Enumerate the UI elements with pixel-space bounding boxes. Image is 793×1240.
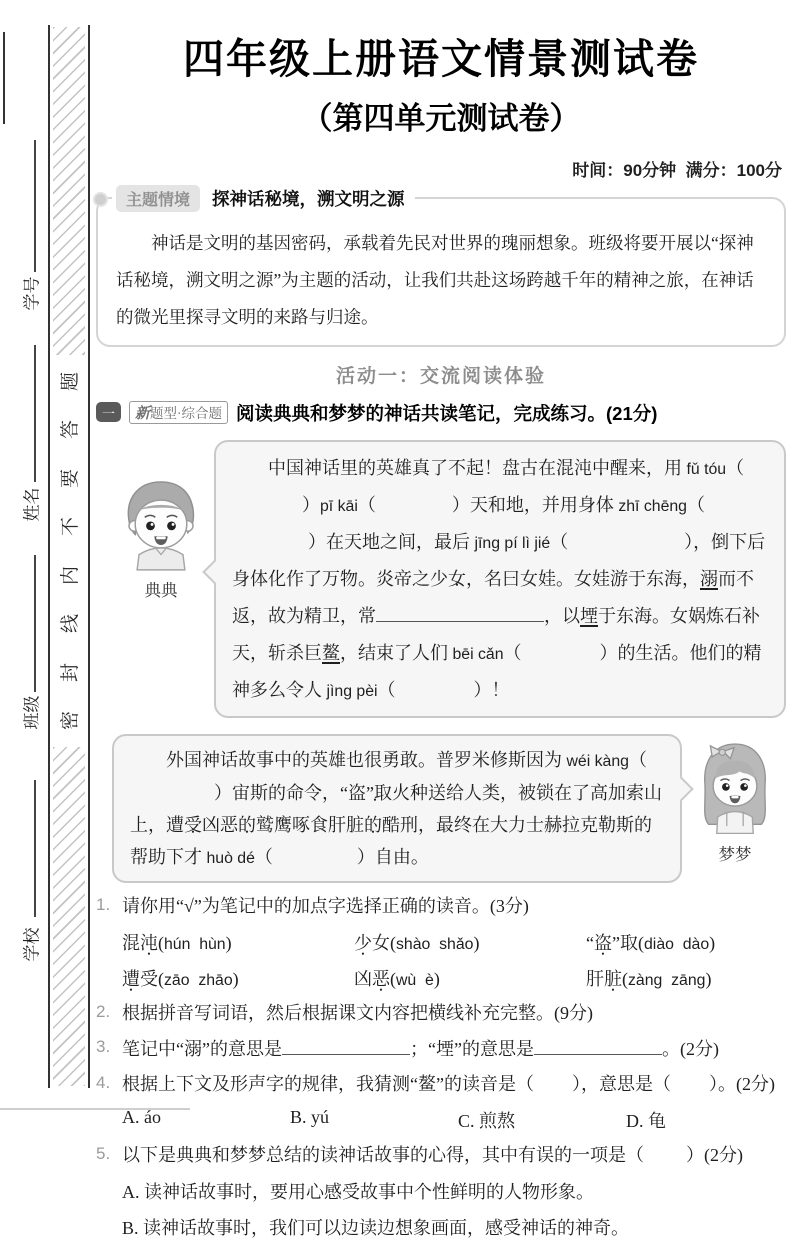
main-content — [96, 26, 786, 1240]
word-choice: 混沌(hún hùn) — [122, 933, 232, 954]
question-2-text: 根据拼音写词语，然后根据课文内容把横线补充完整。(9分) — [122, 1003, 593, 1024]
seal-char: 题 — [60, 371, 82, 391]
seal-text — [50, 357, 88, 745]
seal-char: 内 — [60, 565, 82, 585]
question-4 — [96, 1071, 786, 1097]
student-id-write-line — [34, 140, 36, 272]
speaker-name: 梦梦 — [718, 845, 752, 865]
class-label: 班级 — [22, 695, 42, 730]
bubble-tail-right — [668, 776, 693, 801]
question-4-options — [96, 1107, 786, 1133]
type-badge-prefix: 新 — [135, 406, 151, 423]
seal-char: 不 — [60, 517, 82, 537]
word-choice: 肝脏(zàng zāng) — [586, 969, 712, 990]
question-1-text: 请你用“√”为笔记中的加点字选择正确的读音。(3分) — [122, 895, 529, 916]
question-5-text: 以下是典典和梦梦总结的读神话故事的心得，其中有误的一项是（ ）(2分) — [122, 1145, 743, 1166]
note-bubble-diandian — [144, 440, 786, 718]
question-5 — [96, 1142, 786, 1168]
question-2 — [96, 1000, 786, 1026]
name-write-line — [34, 345, 36, 482]
name-label: 姓名 — [22, 487, 42, 522]
option-a: A. áo — [122, 1107, 161, 1128]
question-5-option-b: B. 读神话故事时，我们可以边读边想象画面，感受神话的神奇。 — [122, 1218, 630, 1239]
speaker-name: 典典 — [144, 581, 178, 601]
circle-anchor-icon — [93, 192, 108, 207]
seal-char: 封 — [60, 662, 82, 682]
seal-char: 线 — [60, 614, 82, 634]
theme-title: 探神话秘境，溯文明之源 — [212, 189, 405, 209]
speech-bubble — [214, 440, 786, 718]
speech-bubble — [112, 734, 682, 882]
theme-box — [96, 189, 786, 347]
school-label: 学校 — [22, 927, 42, 962]
type-badge-rest: 题型·综合题 — [150, 406, 223, 422]
student-id-label: 学号 — [22, 276, 42, 311]
theme-header — [112, 185, 415, 212]
hatch-pattern-top — [53, 27, 85, 355]
hatch-pattern-bottom — [53, 747, 85, 1086]
diandian-avatar — [118, 478, 204, 601]
class-write-line — [34, 555, 36, 692]
question-1 — [96, 893, 786, 919]
question-number-badge: 一 — [96, 402, 121, 422]
question-5-number: 5. — [96, 1144, 111, 1164]
note-bubble-mengmeng — [112, 734, 752, 882]
question-3-text: 笔记中“溺”的意思是 ；“堙”的意思是 。(2分) — [122, 1039, 719, 1059]
seal-char: 密 — [60, 711, 82, 731]
girl-avatar-icon — [694, 738, 776, 834]
option-c: C. 煎熬 — [458, 1111, 516, 1132]
option-d: D. 龟 — [626, 1111, 666, 1132]
word-choice: 少女(shào shǎo) — [354, 933, 480, 954]
question-4-text: 根据上下文及形声字的规律，我猜测“鳌”的读音是（ ），意思是（ ）。(2分) — [122, 1074, 775, 1095]
question-2-number: 2. — [96, 1002, 111, 1022]
bubble-tail-left — [202, 559, 227, 584]
question-3 — [96, 1035, 786, 1062]
question-3-number: 3. — [96, 1037, 111, 1057]
main-question-text: 阅读典典和梦梦的神话共读笔记，完成练习。(21分) — [236, 403, 658, 425]
time-score-meta: 时间：90分钟 满分：100分 — [572, 161, 782, 180]
question-1-number: 1. — [96, 894, 111, 914]
word-choice: 遭受(zāo zhāo) — [122, 969, 239, 990]
theme-badge: 主题情境 — [116, 185, 200, 212]
activity-heading: 活动一：交流阅读体验 — [335, 366, 546, 388]
question-4-number: 4. — [96, 1073, 111, 1093]
question-type-badge — [129, 401, 228, 424]
question-5-option-a: A. 读神话故事时，要用心感受故事中个性鲜明的人物形象。 — [122, 1182, 594, 1203]
option-b: B. yú — [290, 1107, 330, 1128]
school-write-line — [34, 780, 36, 917]
note-text-diandian: 中国神话里的英雄真了不起！盘古在混沌中醒来，用 fǔ tóu（）pī kāi（ ）天和地，并用身体 zhī chēng（）在天地之间，最后 jīng pí lì jié（ ），倒下后身体化作了万物。炎帝之少女，名曰女娃。女娃游于东海，溺而不返，故为精卫，常 ，以堙于东海。女娲炼石补天，斩杀巨鳌，结束了人们 bēi cǎn（ ）的生活。他们的精神多么令人 jìng pèi（ ）！ — [232, 458, 766, 700]
paper-subtitle: （第四单元测试卷） — [301, 101, 581, 136]
mengmeng-avatar — [692, 738, 778, 865]
paper-title: 四年级上册语文情景测试卷 — [183, 36, 699, 82]
question-list — [96, 893, 786, 1240]
word-choice: “盗”取(diào dào) — [586, 933, 716, 954]
seal-char: 答 — [60, 420, 82, 440]
word-choice: 凶恶(wù è) — [354, 969, 440, 990]
theme-body: 神话是文明的基因密码，承载着先民对世界的瑰丽想象。班级将要开展以“探神话秘境，溯文明之源”为主题的活动，让我们共赴这场跨越千年的精神之旅，在神话的微光里探寻文明的来路与归途。 — [116, 233, 754, 327]
seal-band — [48, 25, 90, 1088]
boy-avatar-icon — [118, 478, 204, 570]
main-question-row — [96, 400, 786, 426]
seal-char: 要 — [60, 468, 82, 488]
note-text-mengmeng: 外国神话故事中的英雄也很勇敢。普罗米修斯因为 wéi kàng（）宙斯的命令，“盗”取火种送给人类，被锁在了高加索山上，遭受凶恶的鹫鹰啄食肝脏的酷刑，最终在大力士赫拉克勒斯的帮助下才 huò dé（ ）自由。 — [130, 750, 662, 867]
corner-tick — [3, 32, 5, 124]
question-1-word-choices — [96, 929, 786, 991]
